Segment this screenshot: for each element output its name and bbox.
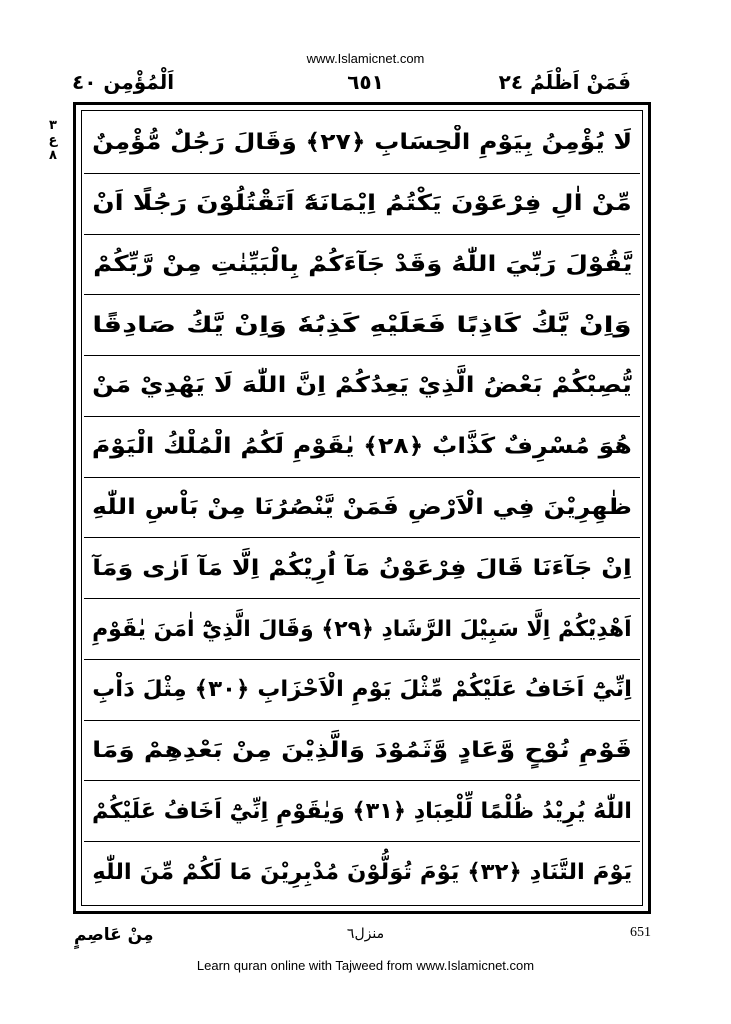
verse-line-text: ظٰهِرِيْنَ فِي الْاَرْضِ فَمَنْ يَّنْصُرُنَا مِنْ بَاْسِ اللّٰهِ — [92, 494, 632, 520]
verse-line — [84, 295, 640, 356]
manzil-label: منزل٦ — [346, 926, 385, 942]
verse-line-text: اِنِّيْٓ اَخَافُ عَلَيْكُمْ مِّثْلَ يَوْمِ الْاَحْزَابِ ﴿٣٠﴾ مِثْلَ دَاْبِ — [92, 677, 632, 703]
verse-line-text: اللّٰهُ يُرِيْدُ ظُلْمًا لِّلْعِبَادِ ﴿٣١﴾ وَيٰقَوْمِ اِنِّيْٓ اَخَافُ عَلَيْكُمْ — [92, 798, 632, 824]
verse-line-text: هُوَ مُسْرِفٌ كَذَّابٌ ﴿٢٨﴾ يٰقَوْمِ لَكُمُ الْمُلْكُ الْيَوْمَ — [92, 434, 632, 460]
verse-line-text: قَوْمِ نُوْحٍ وَّعَادٍ وَّثَمُوْدَ وَالَّذِيْنَ مِنْ بَعْدِهِمْ وَمَا — [92, 738, 632, 764]
verse-line-text: اِنْ جَآءَنَا قَالَ فِرْعَوْنُ مَآ اُرِيْكُمْ اِلَّا مَآ اَرٰى وَمَآ — [92, 555, 632, 581]
page-number-arabic: ٦٥١ — [347, 70, 384, 94]
ruku-margin-marker — [40, 118, 66, 163]
verse-line — [84, 842, 640, 903]
ruku-number-bottom: ٨ — [49, 148, 57, 163]
verse-line-text: يَّقُوْلَ رَبِّيَ اللّٰهُ وَقَدْ جَآءَكُمْ بِالْبَيِّنٰتِ مِنْ رَّبِّكُمْ — [92, 251, 632, 277]
verse-line — [84, 113, 640, 174]
surah-title: اَلْمُؤْمِن ٤٠ — [72, 70, 175, 94]
verse-line-text: وَاِنْ يَّكُ كَاذِبًا فَعَلَيْهِ كَذِبُهٗ وَاِنْ يَّكُ صَادِقًا — [92, 312, 632, 338]
catchword: مِنْ عَاصِمٍ — [74, 925, 154, 945]
verse-line-text: يَوْمَ التَّنَادِ ﴿٣٢﴾ يَوْمَ تُوَلُّوْنَ مُدْبِرِيْنَ مَا لَكُمْ مِّنَ اللّٰهِ — [92, 860, 632, 886]
verse-line — [84, 356, 640, 417]
site-url: www.Islamicnet.com — [306, 51, 425, 66]
verse-line-text: لَا يُؤْمِنُ بِيَوْمِ الْحِسَابِ ﴿٢٧﴾ وَقَالَ رَجُلٌ مُّؤْمِنٌ — [91, 130, 632, 156]
verse-line — [84, 660, 640, 721]
verse-line — [84, 721, 640, 782]
page-number: 651 — [630, 925, 651, 940]
verse-line — [84, 599, 640, 660]
verse-line-text: يُّصِبْكُمْ بَعْضُ الَّذِيْ يَعِدُكُمْ اِنَّ اللّٰهَ لَا يَهْدِيْ مَنْ — [92, 373, 632, 399]
juz-title: فَمَنْ اَظْلَمُ ٢٤ — [498, 70, 631, 94]
verse-line — [84, 538, 640, 599]
verse-line-text: اَهْدِيْكُمْ اِلَّا سَبِيْلَ الرَّشَادِ ﴿٢٩﴾ وَقَالَ الَّذِيْٓ اٰمَنَ يٰقَوْمِ — [92, 616, 632, 642]
verse-line — [84, 781, 640, 842]
verse-line — [84, 235, 640, 296]
ruku-number-top: ٣ — [49, 118, 57, 133]
verse-text-block — [84, 113, 640, 903]
verse-line — [84, 478, 640, 539]
verse-line — [84, 174, 640, 235]
ruku-ain-mark: ع — [48, 133, 58, 148]
verse-line — [84, 417, 640, 478]
footer-tagline: Learn quran online with Tajweed from www.Islamicnet.com — [196, 958, 535, 973]
verse-line-text: مِّنْ اٰلِ فِرْعَوْنَ يَكْتُمُ اِيْمَانَهٗٓ اَتَقْتُلُوْنَ رَجُلًا اَنْ — [92, 191, 632, 217]
